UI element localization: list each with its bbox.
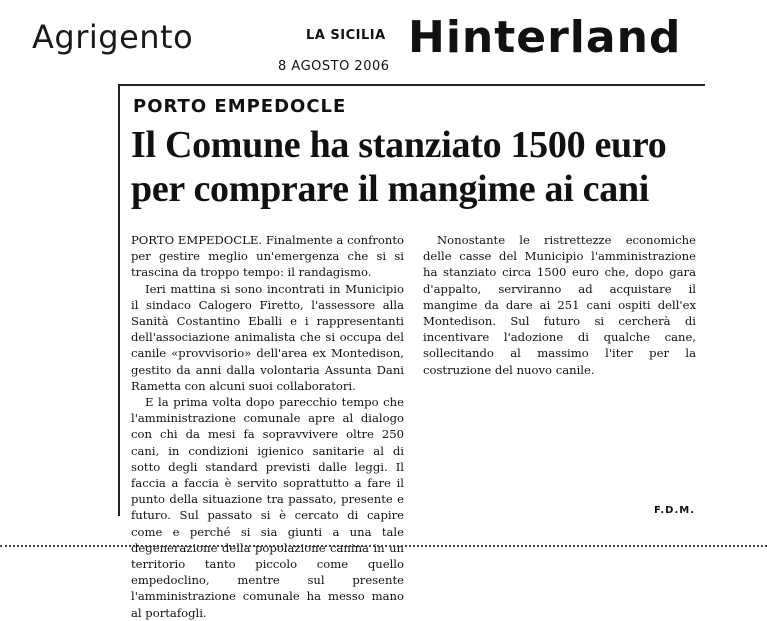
article-paragraph-2: Ieri mattina si sono incontrati in Municipio il sindaco Calogero Firetto, l'assessore alla Sanità Costantino Eballi e i rappresentanti dell'associazione animalista che si occupa del canile «provvisorio» dell'area ex Montedison, gestito da anni dalla volontaria Assunta Dani Rametta con alcuni suoi collaboratori. bbox=[131, 281, 404, 393]
article-kicker: PORTO EMPEDOCLE bbox=[133, 96, 347, 117]
article-column-left bbox=[131, 232, 404, 621]
article-byline: F.D.M. bbox=[654, 505, 696, 516]
article-paragraph-3: E la prima volta dopo parecchio tempo che l'amministrazione comunale apre al dialogo con chi da mesi fa sopravvivere oltre 250 cani, in condizioni igienico sanitarie al di sotto degli standard previsti dalle leggi. Il faccia a faccia è servito soprattutto a fare il punto della situazione tra passato, presente e futuro. Sul passato si è cercato di capire come e perché si sia giunti a una tale degenerazione della popolazione canina in un territorio tanto piccolo come quello empedoclino, mentre sul presente l'amministrazione comunale ha messo mano al portafogli. bbox=[131, 395, 404, 620]
article-paragraph-1-text: Finalmente a confronto per gestire meglio un'emergenza che si si trascina da troppo tempo: il randagismo. bbox=[131, 233, 405, 280]
article-column-right bbox=[423, 232, 696, 378]
article-headline: Il Comune ha stanziato 1500 euro per comprare il mangime ai cani bbox=[131, 124, 667, 210]
publication-date: 8 AGOSTO 2006 bbox=[278, 59, 390, 74]
section-heading: Hinterland bbox=[408, 12, 682, 63]
article-paragraph-4: Nonostante le ristrettezze economiche delle casse del Municipio l'amministrazione ha stanziato circa 1500 euro che, dopo gara d'appalto, serviranno ad acquistare il mangime da dare ai 251 cani ospiti dell'ex Montedison. Sul futuro si cercherà di incentivare l'adozione di qualche cane, sollecitando al massimo l'iter per la costruzione del nuovo canile. bbox=[423, 233, 696, 377]
newspaper-masthead: LA SICILIA bbox=[306, 28, 386, 43]
article-paragraph-1 bbox=[131, 232, 404, 281]
bottom-dotted-rule bbox=[0, 545, 767, 547]
section-label: Agrigento bbox=[32, 18, 194, 56]
article-dateline: PORTO EMPEDOCLE. bbox=[131, 233, 263, 247]
